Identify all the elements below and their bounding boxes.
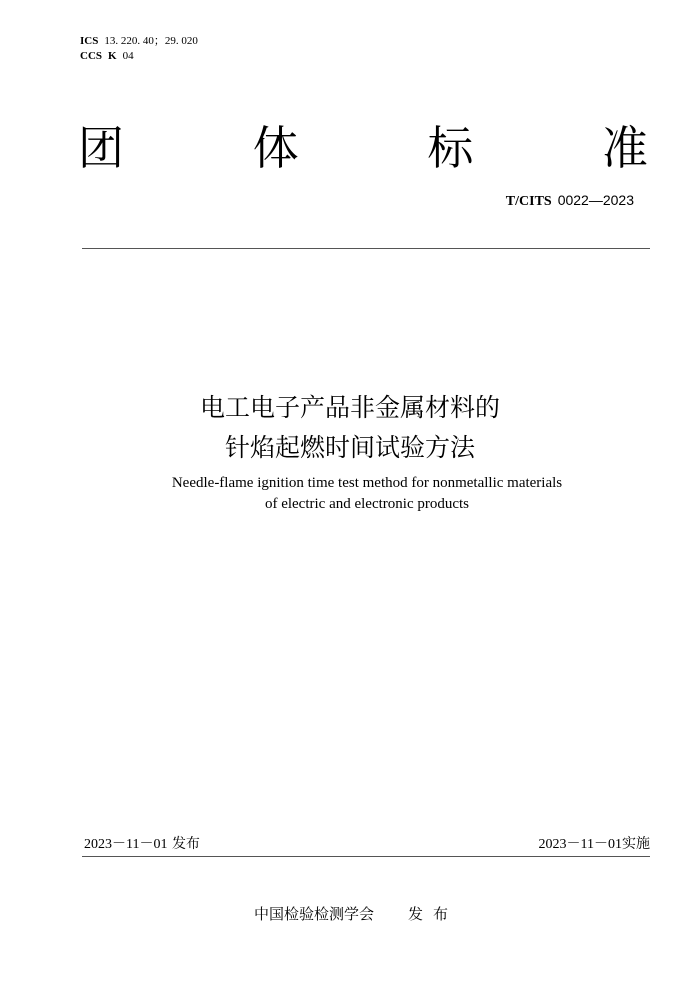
bottom-divider [82,856,650,857]
ccs-k: K [108,50,117,62]
doc-type-char-2: 体 [252,121,299,175]
doc-type-char-3: 标 [427,121,474,175]
doc-type-char-1: 团 [78,121,124,175]
implementation-date [539,834,650,855]
top-divider [82,248,650,249]
english-title-line-2: of electric and electronic products [264,496,470,512]
implementation-date-label: 实施 [622,836,650,852]
chinese-title-line-2: 针焰起燃时间试验方法 [224,433,475,462]
standard-number [506,191,634,211]
classification-codes [80,34,198,64]
doc-type-char-4: 准 [601,121,648,175]
issue-date-value: 2023－11－01 [84,837,168,852]
ics-label: ICS [80,35,99,47]
ics-value: 13. 220. 40；29. 020 [104,35,198,47]
chinese-title-line-1: 电工电子产品非金属材料的 [199,393,500,422]
ccs-label: CCS [80,50,103,62]
standard-prefix: T/CITS [505,194,552,209]
implementation-date-value: 2023－11－01 [538,837,622,852]
ics-line [80,34,198,49]
document-type-title [78,118,648,178]
publisher-action: 发布 [408,905,459,923]
english-title-line-1: Needle-flame ignition time test method for nonmetallic materials [171,475,563,491]
issue-date [84,834,200,855]
publisher-name: 中国检验检测学会 [253,905,374,923]
standard-code: 0022—2023 [557,192,634,208]
ccs-value: 04 [122,50,134,62]
publisher [0,904,700,924]
english-title [0,473,700,515]
issue-date-label: 发布 [171,836,200,852]
ccs-line [80,49,198,64]
